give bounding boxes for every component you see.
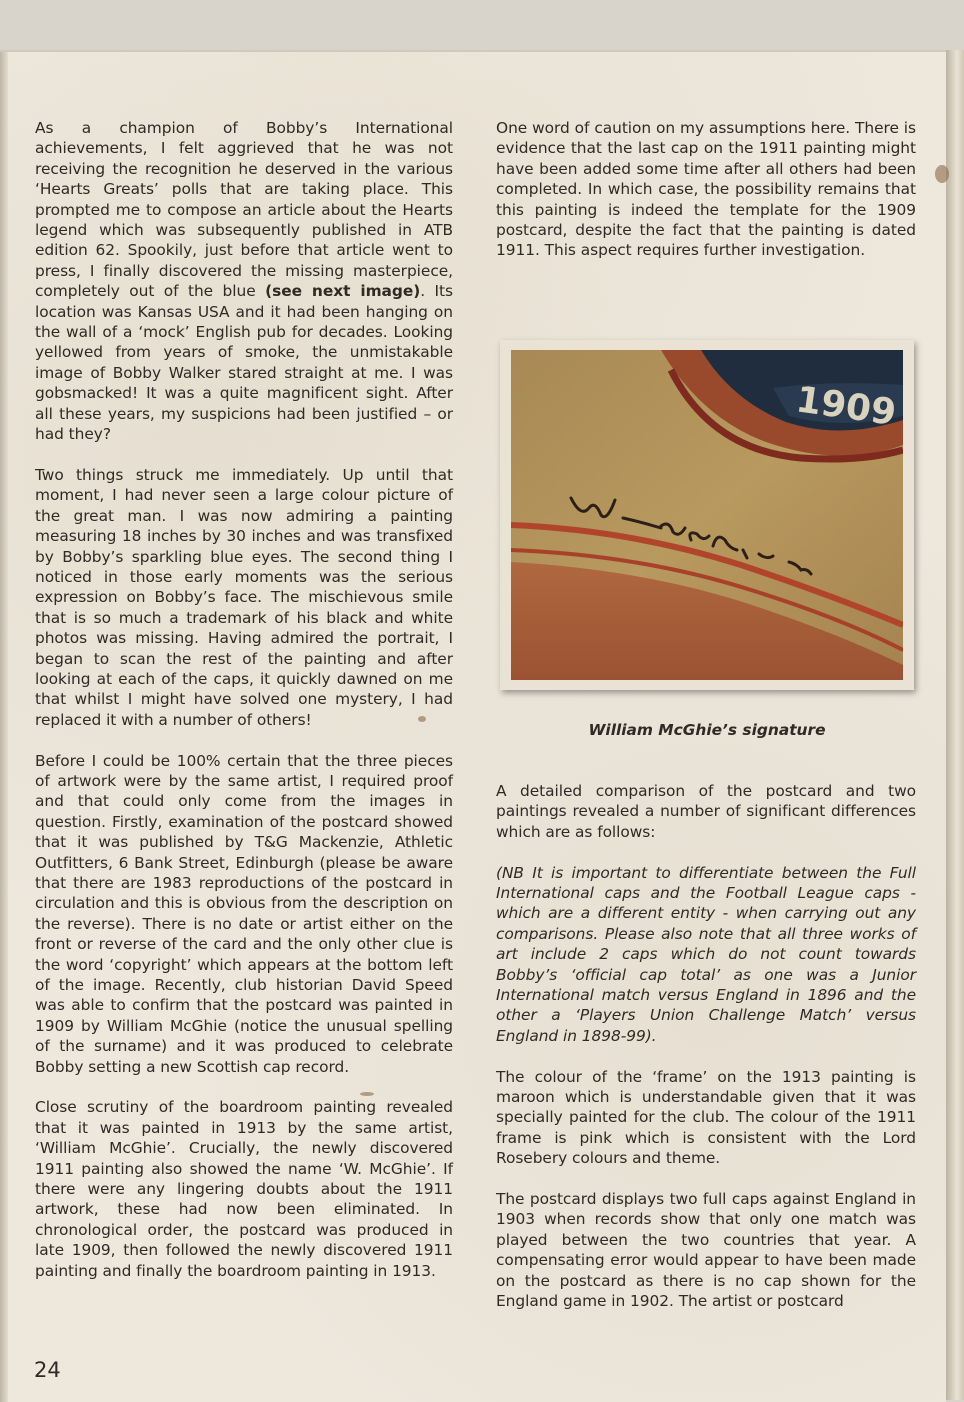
page-gutter [946,50,964,1400]
left-paragraph-3: Before I could be 100% certain that the three pieces of artwork were by the same artist, I required proof and that could only come from the images in question. Firstly, examination of the postcard showed that it was published by T&G Mackenzie, Athletic Outfitters, 6 Bank Street, Edinburgh (please be aware that there are 1983 reproductions of the postcard in circulation and this is obvious from the description on the reverse). There is no date or artist either on the front or reverse of the card and the only other clue is the word ‘copyright’ which appears at the bottom left of the image. Recently, club historian David Speed was able to confirm that the postcard was painted in 1909 by William McGhie (notice the unusual spelling of the surname) and it was produced to celebrate Bobby setting a new Scottish cap record. [35,751,453,1076]
signature-painting-image [511,350,903,680]
right-paragraph-2: A detailed comparison of the postcard and two paintings revealed a number of significant differences which are as follows: [496,782,916,841]
paper-speck [418,716,426,722]
page-number: 24 [34,1358,61,1382]
right-column-bottom [496,781,916,1332]
right-paragraph-3-note: (NB It is important to differentiate between the Full International caps and the Football League caps - which are a different entity - when carrying out any comparisons. Please also note that all three works of art include 2 caps which do not count towards Bobby’s ‘official cap total’ as one was a Junior International match versus England in 1896 and the other a ‘Players Union Challenge Match’ versus England in 1898-99). [496,863,916,1045]
left-paragraph-2: Two things struck me immediately. Up until that moment, I had never seen a large colour picture of the great man. I was now admiring a painting measuring 18 inches by 30 inches and was transfixed by Bobby’s sparkling blue eyes. The second thing I noticed in those early moments was the serious expression on Bobby’s face. The mischievous smile that is so much a trademark of his black and white photos was missing. Having admired the portrait, I began to scan the rest of the painting and after looking at each of the caps, it quickly dawned on me that whilst I might have solved one mystery, I had replaced it with a number of others! [35,465,453,729]
see-next-image-note: (see next image) [265,282,421,301]
photo-caption: William McGhie’s signature [588,721,826,739]
cap-year-text: 1909 [793,379,899,434]
right-column-top [496,118,916,281]
right-paragraph-1: One word of caution on my assumptions here. There is evidence that the last cap on the 1911 painting might have been added some time after all others had been completed. In which case, the possibility remains that this painting is indeed the template for the 1909 postcard, despite the fact that the painting is dated 1911. This aspect requires further investigation. [496,119,916,260]
left-column [35,118,453,1302]
left-paragraph-1: As a champion of Bobby’s International achievements, I felt aggrieved that he was not receiving the recognition he deserved in the various ‘Hearts Greats’ polls that are taking place. This prompted me to compose an article about the Hearts legend which was subsequently published in ATB edition 62. Spookily, just before that article went to press, I finally discovered the missing masterpiece, completely out of the blue (see next image). Its location was Kansas USA and it had been hanging on the wall of a ‘mock’ English pub for decades. Looking yellowed from years of smoke, the unmistakable image of Bobby Walker stared straight at me. I was gobsmacked! It was a quite magnificent sight. After all these years, my suspicions had been justified – or had they? [35,119,453,444]
right-paragraph-5: The postcard displays two full caps against England in 1903 when records show that only one match was played between the two countries that year. A compensating error would appear to have been made on the postcard as there is no cap shown for the England game in 1902. The artist or postcard [496,1190,916,1311]
paper-speck [360,1092,374,1096]
signature-photo [500,340,914,690]
paper-speck [935,165,949,183]
left-paragraph-4: Close scrutiny of the boardroom painting revealed that it was painted in 1913 by the same artist, ‘William McGhie’. Crucially, the newly discovered 1911 painting also showed the name ‘W. McGhie’. If there were any lingering doubts about the 1911 artwork, these had now been eliminated. In chronological order, the postcard was produced in late 1909, then followed the newly discovered 1911 painting and finally the boardroom painting in 1913. [35,1098,453,1280]
right-paragraph-4: The colour of the ‘frame’ on the 1913 painting is maroon which is understandable given that it was specially painted for the club. The colour of the 1911 frame is pink which is consistent with the Lord Rosebery colours and theme. [496,1067,916,1168]
